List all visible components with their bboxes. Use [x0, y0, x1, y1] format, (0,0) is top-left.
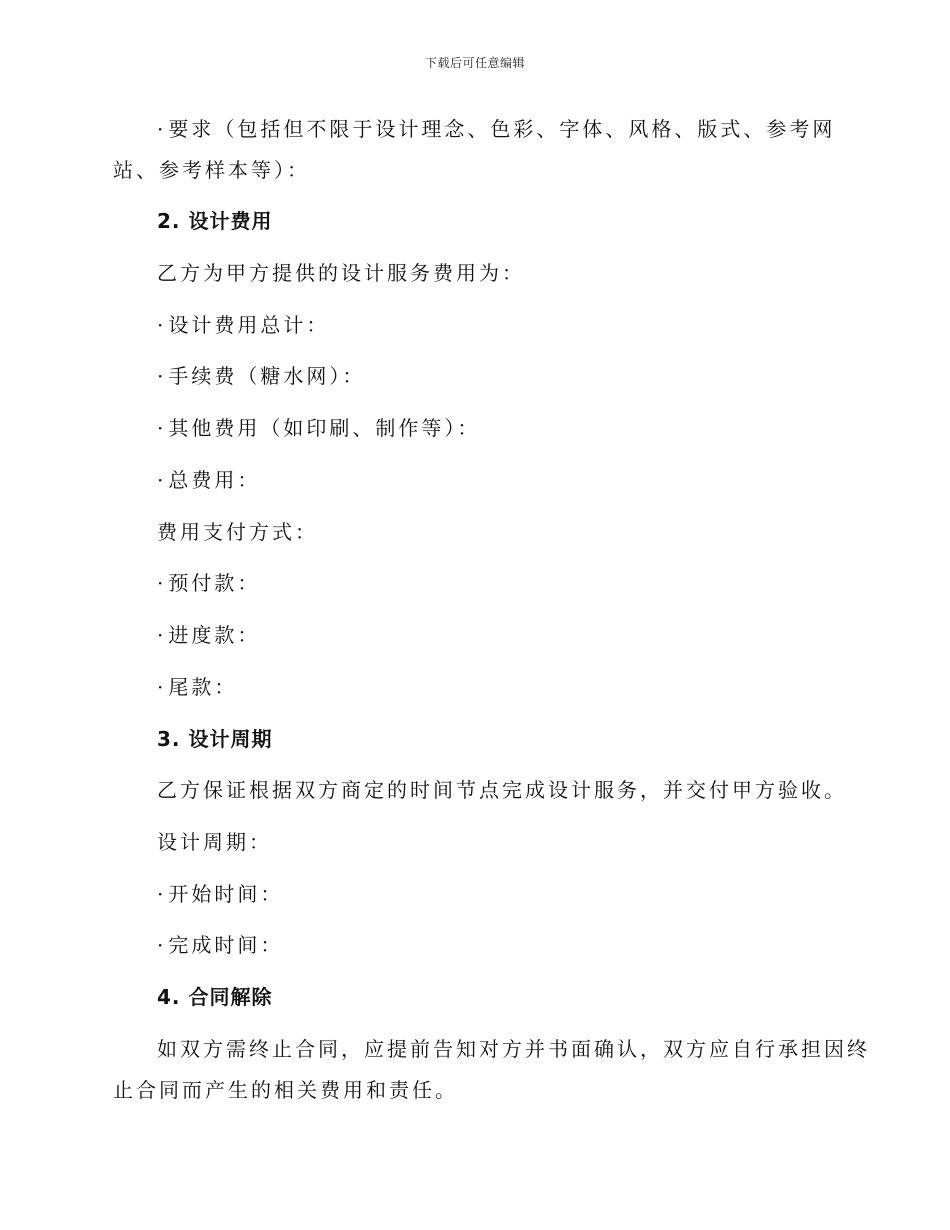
bullet-dot: · [157, 882, 167, 906]
section-heading-termination: 4. 合同解除 [157, 985, 273, 1009]
paragraph-continuation: 站、参考样本等）： [113, 158, 310, 182]
paragraph-termination: 如双方需终止合同，应提前告知对方并书面确认，双方应自行承担因终 [157, 1037, 870, 1061]
line-text: 进度款： [168, 623, 261, 647]
paragraph-design-period: 设计周期： [157, 830, 272, 854]
line-text: 设计费用总计： [168, 313, 330, 337]
bullet-dot: · [157, 416, 167, 440]
line-text: 手续费（糖水网）： [168, 364, 366, 388]
line-text: 其他费用（如印刷、制作等）： [168, 416, 481, 440]
page-header: 下载后可任意编辑 [424, 56, 525, 70]
bullet-progress-payment [157, 622, 260, 648]
section-heading-fees: 2. 设计费用 [157, 209, 273, 233]
line-text: 开始时间： [168, 882, 284, 906]
bullet-prepayment [157, 570, 260, 596]
bullet-final-payment [157, 674, 237, 700]
line-text: 尾款： [168, 675, 238, 699]
bullet-other-fees [157, 415, 480, 441]
bullet-start-time [157, 881, 283, 907]
bullet-dot: · [157, 675, 167, 699]
line-text: 完成时间： [168, 933, 284, 957]
bullet-dot: · [157, 571, 167, 595]
bullet-dot: · [157, 933, 167, 957]
paragraph-continuation: 止合同而产生的相关费用和责任。 [113, 1078, 458, 1102]
bullet-service-fee [157, 363, 365, 389]
line-text: 预付款： [168, 571, 261, 595]
paragraph-schedule-intro: 乙方保证根据双方商定的时间节点完成设计服务，并交付甲方验收。 [157, 778, 847, 802]
bullet-dot: · [157, 117, 167, 141]
bullet-requirements [157, 116, 835, 142]
bullet-dot: · [157, 313, 167, 337]
bullet-dot: · [157, 468, 167, 492]
line-text: 要求（包括但不限于设计理念、色彩、字体、风格、版式、参考网 [168, 117, 836, 141]
bullet-design-total [157, 312, 329, 338]
section-heading-schedule: 3. 设计周期 [157, 727, 273, 751]
paragraph-fees-intro: 乙方为甲方提供的设计服务费用为： [157, 261, 525, 285]
bullet-total-fee [157, 467, 260, 493]
paragraph-payment-method: 费用支付方式： [157, 520, 318, 544]
bullet-dot: · [157, 364, 167, 388]
bullet-end-time [157, 932, 283, 958]
bullet-dot: · [157, 623, 167, 647]
line-text: 总费用： [168, 468, 261, 492]
